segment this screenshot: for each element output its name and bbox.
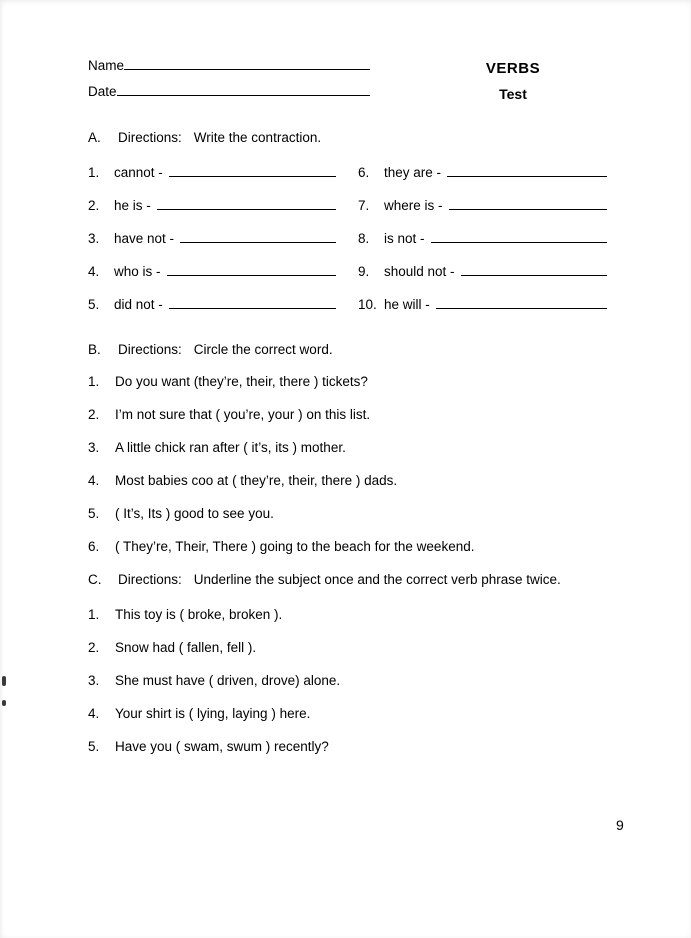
answer-blank-line <box>180 241 336 243</box>
list-item <box>88 607 631 622</box>
item-text: ( They’re, Their, There ) going to the beach for the weekend. <box>115 539 475 554</box>
answer-blank-line <box>157 208 336 210</box>
page-number: 9 <box>616 817 624 833</box>
item-number: 10. <box>358 297 377 312</box>
item-number: 4. <box>88 706 100 721</box>
section-c <box>88 572 631 754</box>
item-number: 2. <box>88 407 100 422</box>
item-number: 1. <box>88 607 100 622</box>
list-item <box>88 165 336 180</box>
item-text: Most babies coo at ( they’re, their, there ) dads. <box>115 473 398 488</box>
section-a-header <box>88 130 631 145</box>
page-title: VERBS <box>485 60 541 77</box>
item-text: She must have ( driven, drove) alone. <box>115 673 341 688</box>
section-b-directions: Circle the correct word. <box>193 342 333 357</box>
name-row <box>88 58 370 84</box>
item-text: I’m not sure that ( you’re, your ) on this list. <box>115 407 371 422</box>
item-text: have not - <box>114 231 175 246</box>
item-number: 1. <box>88 165 100 180</box>
item-number: 3. <box>88 231 100 246</box>
answer-blank-line <box>431 241 607 243</box>
list-item <box>358 231 607 246</box>
answer-blank-line <box>436 307 607 309</box>
title-block <box>450 60 576 102</box>
answer-blank-line <box>167 274 336 276</box>
item-number: 2. <box>88 198 100 213</box>
item-text: they are - <box>384 165 442 180</box>
section-a-left-column <box>88 165 336 330</box>
name-blank-line <box>124 68 370 70</box>
name-label: Name <box>88 58 125 73</box>
name-date-block <box>88 58 370 110</box>
date-label: Date <box>88 84 117 99</box>
list-item <box>88 231 336 246</box>
list-item <box>358 297 607 312</box>
item-text: cannot - <box>114 165 163 180</box>
scan-artifact <box>2 676 6 686</box>
item-number: 5. <box>88 506 100 521</box>
section-a-directions: Write the contraction. <box>193 130 322 145</box>
item-text: Have you ( swam, swum ) recently? <box>115 739 329 754</box>
section-c-label: C. <box>88 572 102 587</box>
item-number: 4. <box>88 473 100 488</box>
item-number: 9. <box>358 264 370 279</box>
item-text: This toy is ( broke, broken ). <box>115 607 283 622</box>
section-b-items <box>88 374 631 554</box>
section-a-directions-label: Directions: <box>118 130 182 145</box>
item-number: 8. <box>358 231 370 246</box>
item-number: 6. <box>88 539 100 554</box>
item-number: 5. <box>88 739 100 754</box>
list-item <box>88 673 631 688</box>
item-text: he will - <box>384 297 430 312</box>
date-row <box>88 84 370 110</box>
page-subtitle: Test <box>499 86 527 102</box>
item-number: 3. <box>88 440 100 455</box>
list-item <box>88 539 631 554</box>
section-a-grid <box>88 165 631 330</box>
answer-blank-line <box>447 175 607 177</box>
section-a <box>88 130 631 330</box>
list-item <box>88 640 631 655</box>
section-b-directions-label: Directions: <box>118 342 182 357</box>
scan-artifact <box>2 700 6 706</box>
section-a-right-column <box>358 165 607 330</box>
item-text: Your shirt is ( lying, laying ) here. <box>115 706 311 721</box>
list-item <box>88 264 336 279</box>
item-number: 6. <box>358 165 370 180</box>
list-item <box>358 165 607 180</box>
list-item <box>88 407 631 422</box>
list-item <box>88 739 631 754</box>
item-text: Snow had ( fallen, fell ). <box>115 640 257 655</box>
list-item <box>88 374 631 389</box>
item-text: did not - <box>114 297 163 312</box>
list-item <box>88 198 336 213</box>
section-c-header <box>88 572 631 587</box>
date-blank-line <box>117 94 370 96</box>
item-text: should not - <box>384 264 455 279</box>
list-item <box>88 473 631 488</box>
section-c-directions-label: Directions: <box>118 572 182 587</box>
item-text: A little chick ran after ( it’s, its ) mother. <box>115 440 346 455</box>
list-item <box>88 706 631 721</box>
list-item <box>88 506 631 521</box>
answer-blank-line <box>169 307 336 309</box>
list-item <box>358 264 607 279</box>
section-c-directions: Underline the subject once and the correct verb phrase twice. <box>193 572 561 587</box>
item-number: 2. <box>88 640 100 655</box>
item-text: ( It’s, Its ) good to see you. <box>115 506 274 521</box>
item-text: is not - <box>384 231 425 246</box>
answer-blank-line <box>449 208 607 210</box>
item-text: who is - <box>114 264 161 279</box>
section-c-items <box>88 607 631 754</box>
list-item <box>358 198 607 213</box>
section-b <box>88 342 631 554</box>
item-number: 7. <box>358 198 370 213</box>
item-text: where is - <box>384 198 443 213</box>
answer-blank-line <box>169 175 336 177</box>
section-b-header <box>88 342 631 357</box>
item-text: Do you want (they’re, their, there ) tickets? <box>115 374 368 389</box>
item-number: 3. <box>88 673 100 688</box>
section-a-label: A. <box>88 130 101 145</box>
item-text: he is - <box>114 198 151 213</box>
answer-blank-line <box>461 274 607 276</box>
list-item <box>88 440 631 455</box>
item-number: 5. <box>88 297 100 312</box>
section-b-label: B. <box>88 342 101 357</box>
item-number: 4. <box>88 264 100 279</box>
list-item <box>88 297 336 312</box>
item-number: 1. <box>88 374 100 389</box>
